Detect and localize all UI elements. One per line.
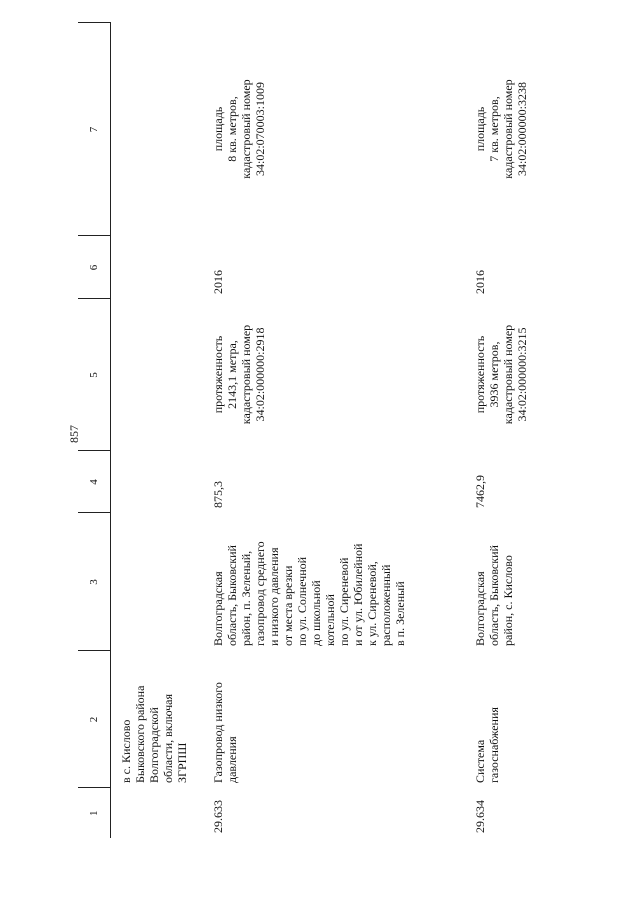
property-register-table <box>78 23 605 839</box>
col-header-6: 6 <box>78 236 111 299</box>
object-name: Система газоснабжения <box>472 707 501 783</box>
object-value: 7462,9 <box>472 475 487 508</box>
table-row <box>111 23 203 838</box>
object-characteristics: протяженность 3936 метров, кадастровый номер 34:02:000000:3215 <box>472 324 529 425</box>
object-name: в с. Кислово Быковского района Волгоградской области, включая ЗГРПШ <box>119 685 189 783</box>
table-row <box>465 23 605 838</box>
object-address: Волгоградская область, Быковский район, с. Кислово <box>472 545 515 646</box>
col-header-1: 1 <box>78 788 111 838</box>
object-value: 875,3 <box>210 481 225 508</box>
object-characteristics <box>111 299 203 451</box>
row-number: 29.634 <box>472 800 487 833</box>
header-row <box>78 23 111 838</box>
object-characteristics: протяженность 2143,1 метра, кадастровый номер 34:02:000000:2918 <box>210 324 267 425</box>
col-header-3: 3 <box>78 513 111 651</box>
object-details <box>111 23 203 236</box>
table-row <box>203 23 465 838</box>
row-number: 29.633 <box>210 800 225 833</box>
object-year: 2016 <box>472 270 487 294</box>
rotated-table-container <box>78 23 618 838</box>
col-header-5: 5 <box>78 299 111 451</box>
object-year: 2016 <box>210 270 225 294</box>
object-year <box>111 236 203 299</box>
object-address: Волгоградская область, Быковский район, п. Зеленый, газопровод среднего и низкого давления от места врезки по ул. Солнечной до школьной котельной по ул. Сиреневой и от ул. Юбилейной к ул. Сиреневой, расположенный в п. Зеленый <box>210 541 407 646</box>
row-number <box>111 788 203 838</box>
col-header-2: 2 <box>78 651 111 788</box>
col-header-7: 7 <box>78 23 111 236</box>
object-name: Газопровод низкого давления <box>210 682 239 783</box>
object-value <box>111 451 203 513</box>
col-header-4: 4 <box>78 451 111 513</box>
object-details: площадь 8 кв. метров, кадастровый номер 34:02:070003:1009 <box>210 79 267 179</box>
page-number: 857 <box>67 425 81 443</box>
object-address <box>111 513 203 651</box>
object-details: площадь 7 кв. метров, кадастровый номер 34:02:000000:3238 <box>472 79 529 179</box>
